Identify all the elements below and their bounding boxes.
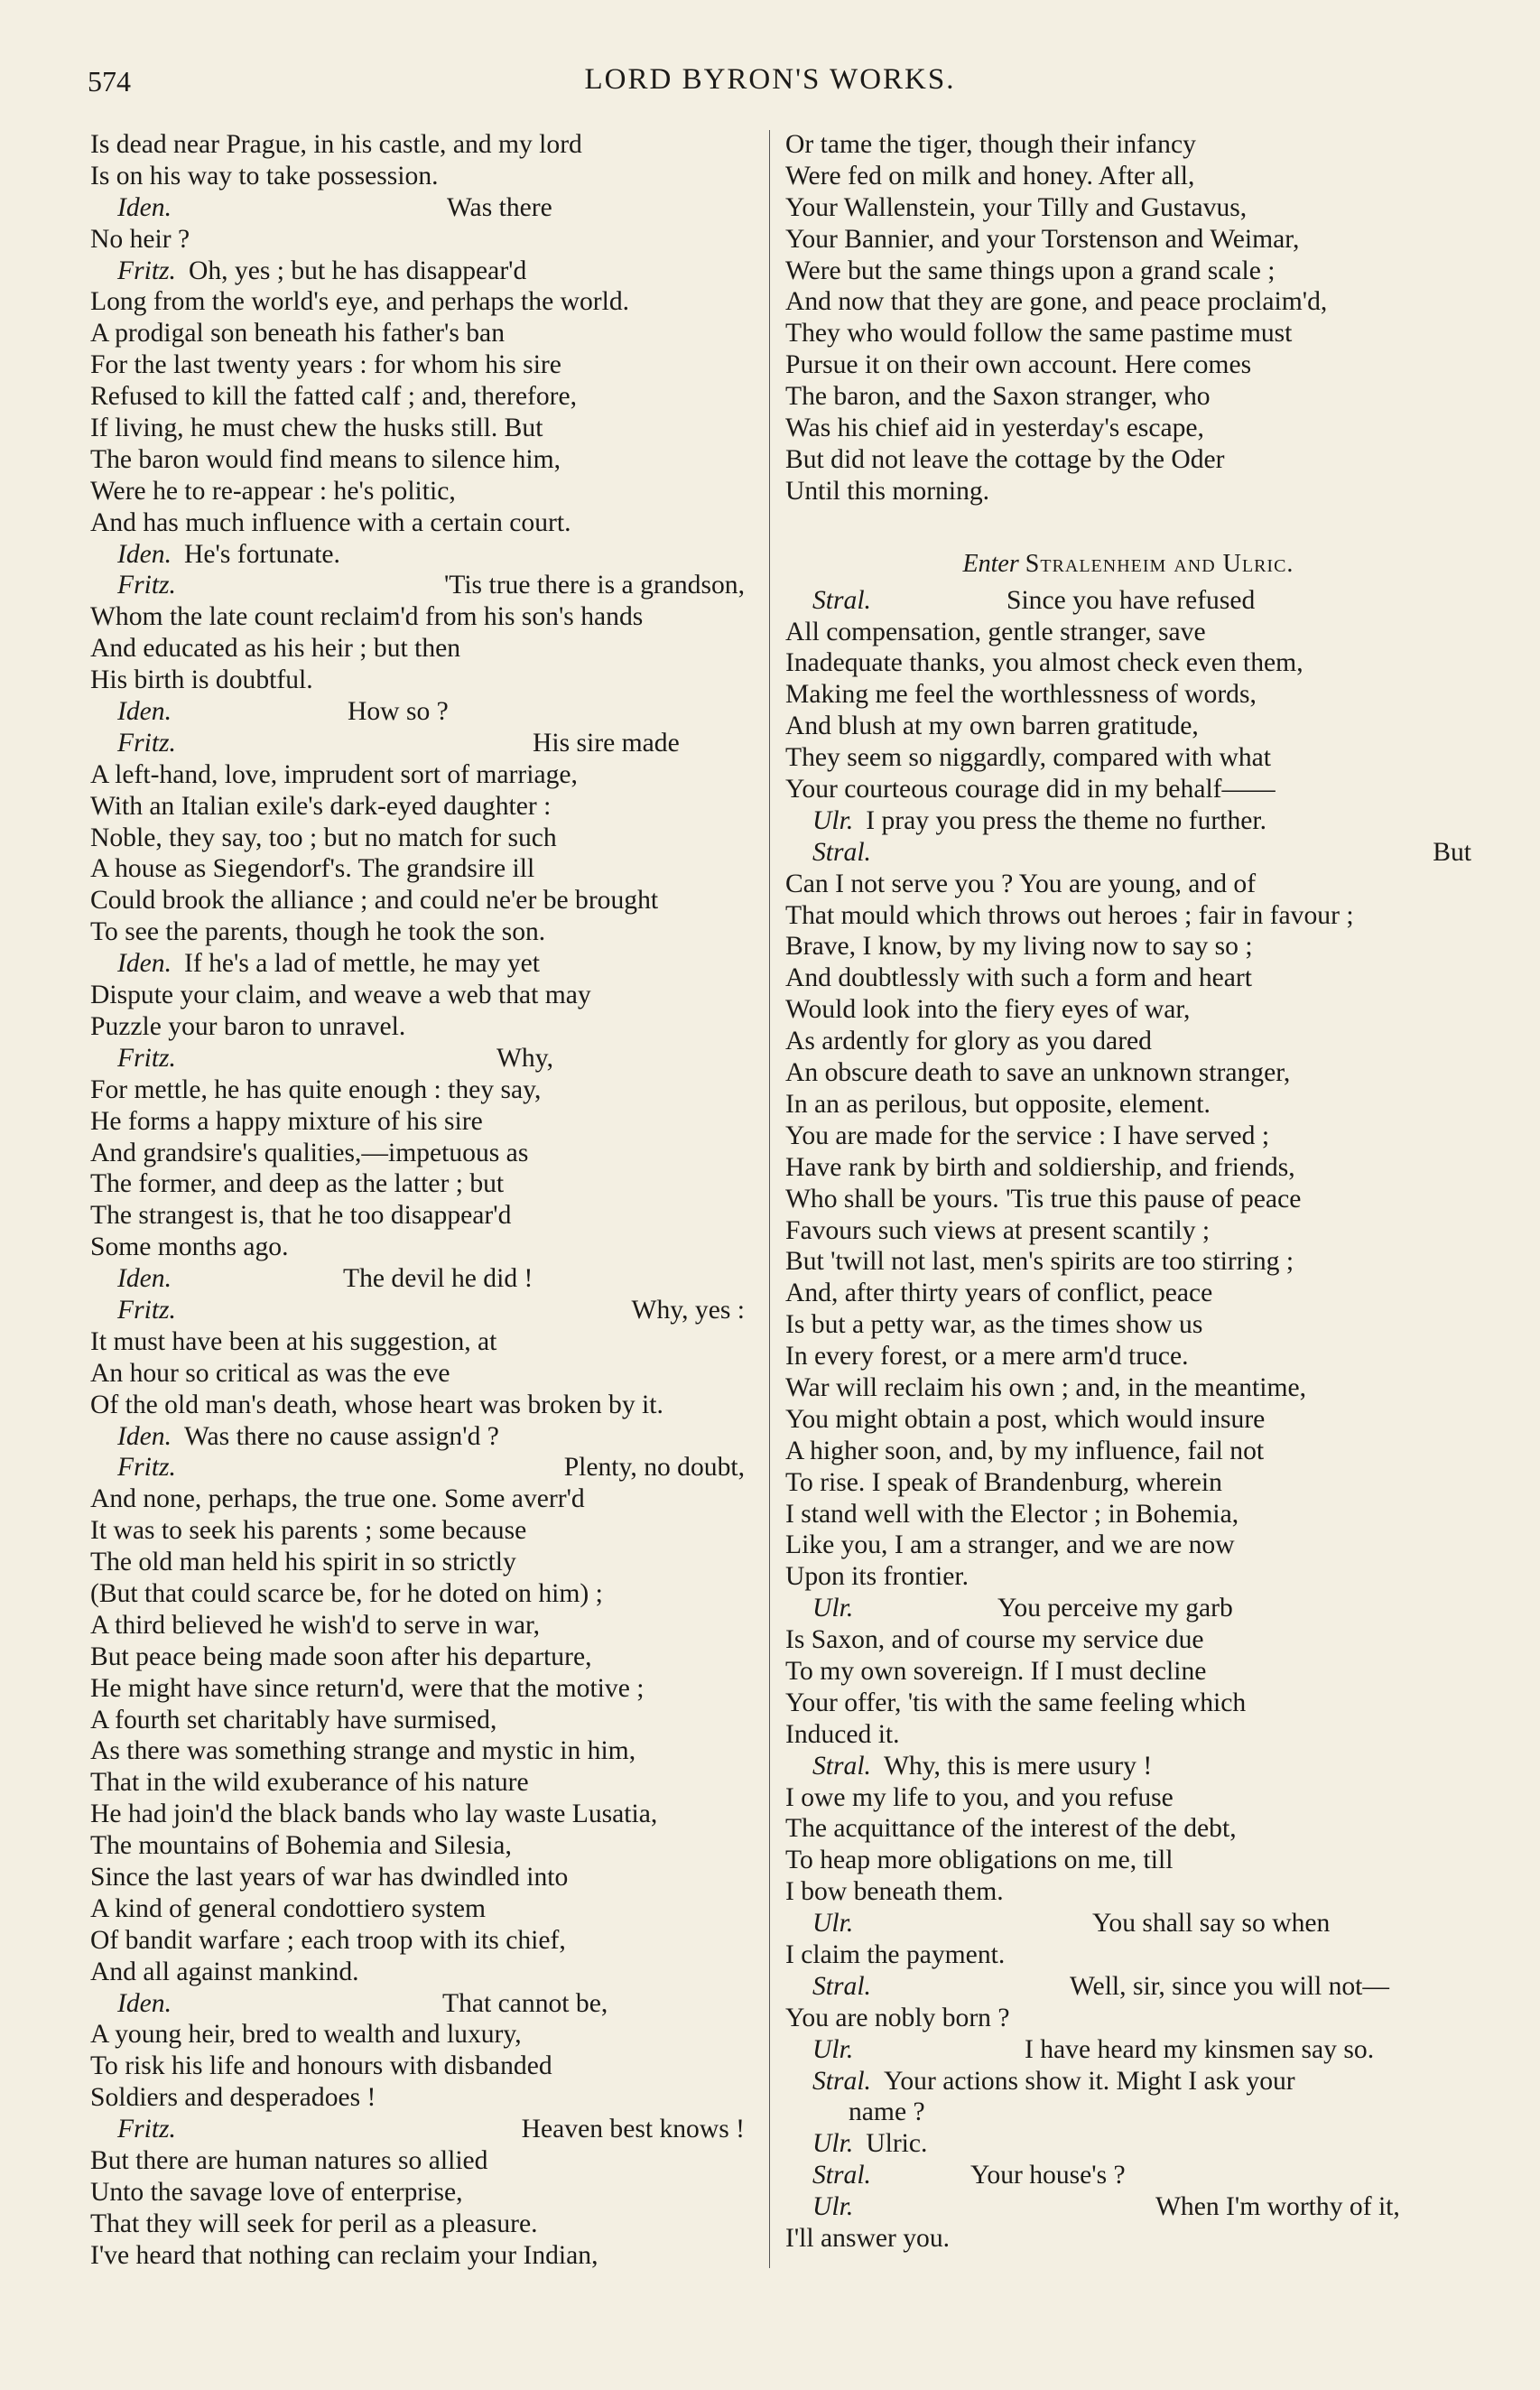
verse-line: Your offer, 'tis with the same feeling which <box>785 1688 1247 1717</box>
verse-line: Have rank by birth and soldiership, and friends, <box>785 1152 1295 1182</box>
speech-text: Since you have refused <box>1007 585 1256 615</box>
speaker-name: Fritz. <box>117 571 176 600</box>
verse-line: Is dead near Prague, in his castle, and my lord <box>90 130 582 159</box>
speaker-name: Ulr. <box>812 1594 854 1623</box>
verse-line: A left-hand, love, imprudent sort of marriage, <box>90 759 578 789</box>
verse-line: And educated as his heir ; but then <box>90 634 461 664</box>
verse-line: And doubtlessly with such a form and heart <box>785 963 1252 993</box>
verse-line: War will reclaim his own ; and, in the meantime, <box>785 1372 1307 1402</box>
speaker-line <box>785 805 1471 837</box>
speaker-name: Iden. <box>117 1988 172 2018</box>
verse-line: Your Bannier, and your Torstenson and Weimar, <box>785 224 1300 254</box>
speech-text: Oh, yes ; but he has disappear'd <box>188 256 527 285</box>
verse-line: That in the wild exuberance of his nature <box>90 1768 529 1798</box>
verse-line: Or tame the tiger, though their infancy <box>785 130 1196 159</box>
verse-line: Of the old man's death, whose heart was broken by it. <box>90 1390 663 1419</box>
verse-line: And all against mankind. <box>90 1957 359 1986</box>
running-title: LORD BYRON'S WORKS. <box>584 63 956 96</box>
speech-text: That cannot be, <box>442 1988 608 2018</box>
verse-line: And now that they are gone, and peace proclaim'd, <box>785 287 1328 317</box>
speaker-name: Stral. <box>812 2066 871 2096</box>
verse-line: Is Saxon, and of course my service due <box>785 1625 1204 1655</box>
verse-line: He forms a happy mixture of his sire <box>90 1106 483 1136</box>
speech-text: Your house's ? <box>970 2161 1126 2190</box>
speaker-name: Fritz. <box>117 1043 176 1073</box>
speaker-line <box>785 1908 1471 1939</box>
verse-line: Were fed on milk and honey. After all, <box>785 161 1195 191</box>
verse-line: Dispute your claim, and weave a web that may <box>90 981 591 1010</box>
speaker-name: Fritz. <box>117 256 176 285</box>
speaker-name: Ulr. <box>812 805 854 835</box>
speaker-name: Stral. <box>812 837 871 867</box>
verse-line: You might obtain a post, which would insure <box>785 1404 1266 1434</box>
verse-line: I bow beneath them. <box>785 1877 1004 1907</box>
speech-text: Was there no cause assign'd ? <box>183 1421 499 1451</box>
speaker-name: Iden. <box>117 949 172 979</box>
verse-line: I owe my life to you, and you refuse <box>785 1782 1174 1812</box>
speaker-name: Iden. <box>117 697 172 727</box>
verse-line: The baron would find means to silence him, <box>90 444 561 474</box>
speaker-line <box>90 192 745 224</box>
speech-text: The devil he did ! <box>343 1264 533 1294</box>
speaker-name: Ulr. <box>812 2192 854 2222</box>
speaker-name: Fritz. <box>117 1453 176 1483</box>
speaker-line <box>785 1971 1471 2003</box>
verse-line: That they will seek for peril as a pleasure. <box>90 2209 538 2238</box>
speaker-name: Iden. <box>117 192 172 222</box>
speech-text: When I'm worthy of it, <box>1155 2192 1400 2222</box>
verse-line: To heap more obligations on me, till <box>785 1846 1174 1875</box>
speech-text: You shall say so when <box>1092 1909 1331 1939</box>
speaker-name: Ulr. <box>812 1909 854 1939</box>
verse-line: And, after thirty years of conflict, peace <box>785 1279 1213 1308</box>
verse-line: Could brook the alliance ; and could ne'er be brought <box>90 886 659 916</box>
verse-line: Inadequate thanks, you almost check even them, <box>785 648 1303 678</box>
verse-line: A fourth set charitably have surmised, <box>90 1705 497 1734</box>
verse-line: He might have since return'd, were that the motive ; <box>90 1673 645 1703</box>
speech-text: Why, <box>496 1043 554 1073</box>
speaker-name: Stral. <box>812 585 871 615</box>
speech-text: 'Tis true there is a grandson, <box>443 571 745 600</box>
verse-line: But peace being made soon after his departure, <box>90 1641 592 1671</box>
speaker-name: Stral. <box>812 2161 871 2190</box>
verse-line: Your Wallenstein, your Tilly and Gustavus, <box>785 192 1248 222</box>
verse-line: That mould which throws out heroes ; fair in favour ; <box>785 900 1354 930</box>
verse-line: I'll answer you. <box>785 2224 951 2253</box>
speech-text: Heaven best knows ! <box>521 2115 745 2144</box>
verse-line: Induced it. <box>785 1719 900 1749</box>
verse-line: I've heard that nothing can reclaim your Indian, <box>90 2240 598 2270</box>
verse-line: As ardently for glory as you dared <box>785 1027 1152 1056</box>
verse-line: It must have been at his suggestion, at <box>90 1326 497 1356</box>
speaker-line <box>785 2034 1471 2066</box>
verse-line: Like you, I am a stranger, and we are now <box>785 1530 1235 1560</box>
verse-line: Favours such views at present scantily ; <box>785 1215 1211 1245</box>
verse-line: As there was something strange and mystic in him, <box>90 1736 636 1766</box>
speaker-line <box>90 728 745 759</box>
speech-text: Why, this is mere usury ! <box>883 1751 1153 1781</box>
speech-text: I have heard my kinsmen say so. <box>1025 2034 1375 2064</box>
speaker-line <box>90 1295 745 1326</box>
stage-direction: Enter Stralenheim and Ulric. <box>962 549 1294 578</box>
verse-line: And has much influence with a certain court. <box>90 507 571 537</box>
verse-line: And blush at my own barren gratitude, <box>785 711 1199 741</box>
verse-line: (But that could scarce be, for he doted on him) ; <box>90 1578 603 1608</box>
verse-line: Were he to re-appear : he's politic, <box>90 476 456 506</box>
speaker-name: Stral. <box>812 1751 871 1781</box>
verse-line: A house as Siegendorf's. The grandsire ill <box>90 854 535 884</box>
speech-text: Was there <box>447 192 552 222</box>
speaker-name: Stral. <box>812 1971 871 2001</box>
verse-line: In an as perilous, but opposite, element. <box>785 1089 1211 1119</box>
speaker-line <box>90 1452 745 1483</box>
speaker-name: Ulr. <box>812 2129 854 2159</box>
verse-line: Noble, they say, too ; but no match for such <box>90 823 557 852</box>
column-divider <box>769 130 770 2268</box>
verse-line: With an Italian exile's dark-eyed daughter : <box>90 791 552 821</box>
verse-line: But did not leave the cottage by the Oder <box>785 444 1225 474</box>
speaker-name: Ulr. <box>812 2034 854 2064</box>
verse-line: No heir ? <box>90 224 190 254</box>
speaker-line <box>90 696 745 728</box>
verse-line: Some months ago. <box>90 1232 289 1262</box>
verse-line: They seem so niggardly, compared with what <box>785 743 1272 773</box>
verse-line: Would look into the fiery eyes of war, <box>785 995 1191 1025</box>
speaker-line <box>785 2160 1471 2191</box>
speaker-name: Fritz. <box>117 2115 176 2144</box>
verse-line: The baron, and the Saxon stranger, who <box>785 382 1211 412</box>
speaker-line <box>785 2191 1471 2223</box>
speaker-line <box>90 256 745 287</box>
verse-line: The strangest is, that he too disappear'd <box>90 1201 512 1231</box>
verse-line: An obscure death to save an unknown stranger, <box>785 1058 1291 1088</box>
speaker-line <box>90 1421 745 1453</box>
verse-line: Is but a petty war, as the times show us <box>785 1310 1203 1340</box>
verse-line: You are nobly born ? <box>785 2003 1010 2032</box>
speaker-name: Fritz. <box>117 1295 176 1325</box>
verse-line: To my own sovereign. If I must decline <box>785 1656 1207 1686</box>
speaker-line <box>90 570 745 601</box>
verse-line: Whom the late count reclaim'd from his son's hands <box>90 602 644 632</box>
verse-line: Making me feel the worthlessness of words, <box>785 680 1257 710</box>
speaker-line <box>90 1988 745 2020</box>
verse-line: Since the last years of war has dwindled into <box>90 1862 569 1892</box>
verse-line: For the last twenty years : for whom his sire <box>90 350 561 380</box>
speech-text: Ulric. <box>866 2129 928 2159</box>
speaker-line <box>90 539 745 571</box>
verse-line: An hour so critical as was the eve <box>90 1358 450 1388</box>
speaker-line <box>90 2114 745 2145</box>
speaker-line <box>785 837 1471 869</box>
verse-line: And none, perhaps, the true one. Some averr'd <box>90 1484 585 1514</box>
speaker-line <box>90 948 745 980</box>
verse-line: Refused to kill the fatted calf ; and, therefore, <box>90 382 578 412</box>
speaker-name: Iden. <box>117 539 172 569</box>
right-column <box>785 129 1471 2255</box>
verse-line: A prodigal son beneath his father's ban <box>90 319 505 349</box>
speaker-name: Iden. <box>117 1264 172 1294</box>
verse-line: Your courteous courage did in my behalf—— <box>785 775 1276 804</box>
speech-text: Plenty, no doubt, <box>563 1453 745 1483</box>
verse-line: Unto the savage love of enterprise, <box>90 2177 463 2207</box>
speech-text: How so ? <box>348 697 449 727</box>
verse-line: name ? <box>849 2097 925 2127</box>
speech-text: He's fortunate. <box>183 539 340 569</box>
verse-line: Were but the same things upon a grand scale ; <box>785 256 1276 285</box>
speaker-line <box>785 2128 1471 2160</box>
verse-line: The acquittance of the interest of the debt, <box>785 1814 1237 1844</box>
verse-line: To see the parents, though he took the son. <box>90 917 546 947</box>
speaker-line <box>785 2066 1471 2097</box>
verse-line: A higher soon, and, by my influence, fail not <box>785 1436 1265 1465</box>
speech-text: But <box>1433 837 1471 867</box>
verse-line: Pursue it on their own account. Here comes <box>785 350 1252 380</box>
verse-line: You are made for the service : I have served ; <box>785 1121 1270 1150</box>
page-number: 574 <box>88 65 131 98</box>
verse-line: The mountains of Bohemia and Silesia, <box>90 1831 512 1861</box>
verse-line: I stand well with the Elector ; in Bohemia, <box>785 1499 1239 1529</box>
verse-line: All compensation, gentle stranger, save <box>785 617 1206 646</box>
verse-line: Soldiers and desperadoes ! <box>90 2083 376 2113</box>
verse-line: I claim the payment. <box>785 1939 1006 1969</box>
speaker-line <box>90 1043 745 1074</box>
verse-line: He had join'd the black bands who lay waste Lusatia, <box>90 1799 658 1829</box>
speaker-name: Fritz. <box>117 728 176 758</box>
speaker-line <box>785 1593 1471 1624</box>
verse-line: A young heir, bred to wealth and luxury, <box>90 2020 522 2050</box>
speaker-line <box>785 585 1471 617</box>
verse-line: Who shall be yours. 'Tis true this pause of peace <box>785 1184 1302 1214</box>
verse-line: Was his chief aid in yesterday's escape, <box>785 414 1204 443</box>
verse-line: Is on his way to take possession. <box>90 161 439 191</box>
verse-line: For mettle, he has quite enough : they say, <box>90 1074 542 1104</box>
verse-line: But there are human natures so allied <box>90 2146 488 2175</box>
verse-line: A third believed he wish'd to serve in war, <box>90 1610 541 1640</box>
verse-line: Brave, I know, by my living now to say so ; <box>785 932 1253 962</box>
speech-text: If he's a lad of mettle, he may yet <box>183 949 540 979</box>
speech-text: His sire made <box>533 728 680 758</box>
left-column <box>90 129 745 2272</box>
verse-line: To rise. I speak of Brandenburg, wherein <box>785 1467 1222 1497</box>
speaker-line <box>785 1751 1471 1782</box>
verse-line: They who would follow the same pastime must <box>785 319 1293 349</box>
verse-line: It was to seek his parents ; some because <box>90 1516 527 1546</box>
speaker-line <box>90 1263 745 1295</box>
verse-line: Of bandit warfare ; each troop with its chief, <box>90 1925 566 1955</box>
speech-text: You perceive my garb <box>997 1594 1233 1623</box>
verse-line: Long from the world's eye, and perhaps the world. <box>90 287 630 317</box>
verse-line: The former, and deep as the latter ; but <box>90 1169 505 1199</box>
verse-line: To risk his life and honours with disbanded <box>90 2051 552 2081</box>
verse-line: Until this morning. <box>785 476 990 506</box>
verse-line: But 'twill not last, men's spirits are too stirring ; <box>785 1247 1294 1277</box>
verse-line: And grandsire's qualities,—impetuous as <box>90 1138 529 1167</box>
speaker-name: Iden. <box>117 1421 172 1451</box>
speech-text: Well, sir, since you will not— <box>1070 1971 1389 2001</box>
verse-line: The old man held his spirit in so strictly <box>90 1548 516 1577</box>
speech-text: Why, yes : <box>631 1295 745 1325</box>
verse-line: Puzzle your baron to unravel. <box>90 1011 406 1041</box>
verse-line: If living, he must chew the husks still. But <box>90 414 543 443</box>
verse-line: A kind of general condottiero system <box>90 1893 487 1923</box>
verse-line: Upon its frontier. <box>785 1562 969 1592</box>
verse-line: Can I not serve you ? You are young, and of <box>785 869 1257 898</box>
speech-text: Your actions show it. Might I ask your <box>883 2066 1295 2096</box>
verse-line: His birth is doubtful. <box>90 665 313 695</box>
verse-line: In every forest, or a mere arm'd truce. <box>785 1342 1189 1372</box>
speech-text: I pray you press the theme no further. <box>866 805 1267 835</box>
